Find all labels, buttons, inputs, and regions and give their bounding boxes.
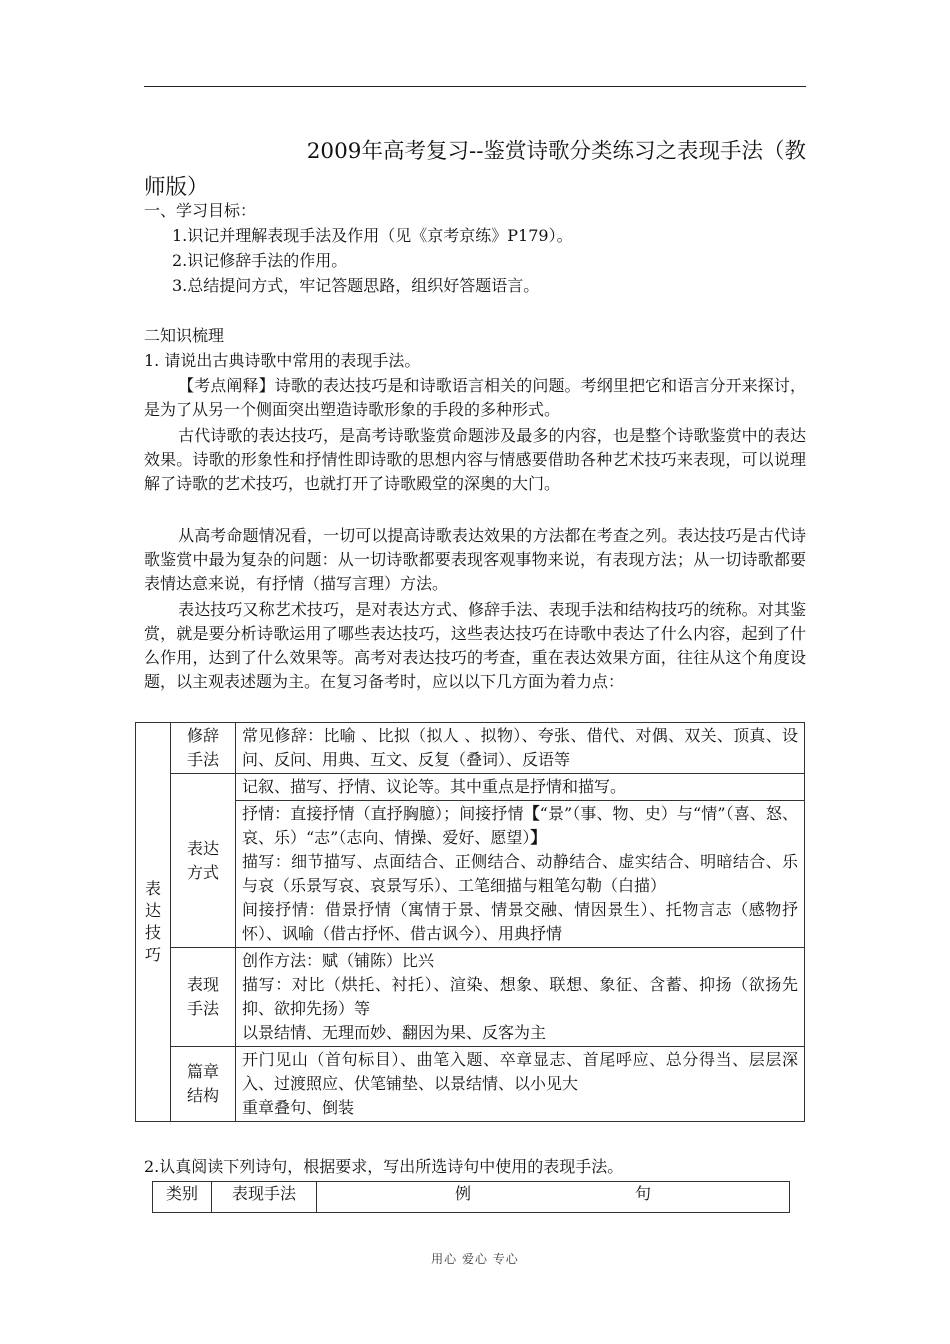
xiuci-content: 常见修辞：比喻 、比拟（拟人 、拟物）、夸张、借代、对偶、双关、顶真、设问、反问、用典、互文、反复（叠词）、反语等 xyxy=(242,726,798,769)
title-line-2: 师版） xyxy=(144,175,209,200)
paragraph-block-2 xyxy=(144,424,806,496)
biaoda-detail-cell xyxy=(236,801,805,948)
paragraph-4: 表达技巧又称艺术技巧，是对表达方式、修辞手法、表现手法和结构技巧的统称。对其鉴赏，就是要分析诗歌运用了哪些表达技巧，这些表达技巧在诗歌中表达了什么内容，起到了什么作用，达到了什么效果等。高考对表达技巧的考查，重在表达效果方面，往往从这个角度设题，以主观表述题为主。在复习备考时，应以以下几方面为着力点： xyxy=(144,600,806,691)
main-category-cell xyxy=(136,723,171,1122)
example-table-header xyxy=(153,1182,790,1213)
biaoda-summary: 记叙、描写、抒情、议论等。其中重点是抒情和描写。 xyxy=(242,777,627,796)
goal-item-1: 1.识记并理解表现手法及作用（见《京考京练》P179）。 xyxy=(172,226,573,245)
header-biaoxian: 表现手法 xyxy=(212,1182,317,1213)
header-example xyxy=(317,1182,790,1213)
biaoda-label: 表达方式 xyxy=(186,838,219,882)
jianjie-shuqing-text: 间接抒情：借景抒情（寓情于景、情景交融、情因景生）、托物言志（感物抒怀）、讽喻（借古抒怀、借古讽今）、用典抒情 xyxy=(242,900,798,943)
section-2-heading: 二知识梳理 xyxy=(144,326,225,345)
table-row-xiuci xyxy=(136,723,805,774)
paragraph-block-3 xyxy=(144,524,806,596)
biaoxian-content-cell xyxy=(236,948,805,1047)
paragraph-2: 古代诗歌的表达技巧，是高考诗歌鉴赏命题涉及最多的内容，也是整个诗歌鉴赏中的表达效果。诗歌的形象性和抒情性即诗歌的思想内容与情感要借助各种艺术技巧来表现，可以说理解了诗歌的艺术技巧，也就打开了诗歌殿堂的深奥的大门。 xyxy=(144,426,806,493)
bracket-open: 【 xyxy=(523,804,540,823)
main-category-label: 表达技巧 xyxy=(144,878,161,964)
biaoxian-line-1: 创作方法：赋（铺陈）比兴 xyxy=(242,951,435,970)
shuqing-mid: “景”（事、物、史）与“情”（喜、怒、哀、乐）“志”（志向、情操、爱好、愿望） xyxy=(242,804,798,847)
biaoda-summary-cell xyxy=(236,774,805,801)
page-footer: 用心 爱心 专心 xyxy=(431,1252,519,1266)
pianzhang-line-2: 重章叠句、倒装 xyxy=(242,1098,355,1117)
page-title xyxy=(144,134,806,206)
table-row-biaoxian xyxy=(136,948,805,1047)
miaoxie-text: 描写：细节描写、点面结合、正侧结合、动静结合、虚实结合、明暗结合、乐与哀（乐景写哀、哀景写乐）、工笔细描与粗笔勾勒（白描） xyxy=(242,852,798,895)
biaoxian-label: 表现手法 xyxy=(186,975,219,1018)
header-ju: 句 xyxy=(635,1184,652,1203)
section-1-heading: 一、学习目标： xyxy=(144,201,257,220)
biaoxian-line-3: 以景结情、无理而妙、翻因为果、反客为主 xyxy=(242,1023,547,1042)
shuqing-lead: 抒情：直接抒情（直抒胸臆）；间接抒情 xyxy=(242,804,524,823)
pianzhang-content-cell xyxy=(236,1047,805,1122)
pianzhang-label-cell xyxy=(171,1047,236,1122)
table-row-pianzhang xyxy=(136,1047,805,1122)
shuqing-text xyxy=(242,802,798,850)
xiuci-label: 修辞手法 xyxy=(186,726,219,769)
biaoxian-label-cell xyxy=(171,948,236,1047)
table-row-biaoda-detail xyxy=(136,801,805,948)
paragraph-kaodian xyxy=(144,374,806,422)
question-2: 2.认真阅读下列诗句，根据要求，写出所选诗句中使用的表现手法。 xyxy=(144,1157,624,1176)
paragraph-3: 从高考命题情况看，一切可以提高诗歌表达效果的方法都在考查之列。表达技巧是古代诗歌鉴赏中最为复杂的问题：从一切诗歌都要表现客观事物来说，有表现方法；从一切诗歌都要表情达意来说，有抒情（描写言理）方法。 xyxy=(144,526,806,593)
biaoxian-line-2: 描写：对比（烘托、衬托）、渲染、想象、联想、象征、含蓄、抑扬（欲扬先抑、欲抑先扬）等 xyxy=(242,975,798,1018)
goal-item-2: 2.识记修辞手法的作用。 xyxy=(172,251,348,270)
bracket-close: 】 xyxy=(530,828,547,847)
header-li: 例 xyxy=(455,1184,472,1203)
table-row-biaoda-summary xyxy=(136,774,805,801)
biaoda-label-cell xyxy=(171,774,236,948)
example-table xyxy=(152,1181,790,1213)
xiuci-content-cell xyxy=(236,723,805,774)
header-leibie: 类别 xyxy=(153,1182,212,1213)
techniques-table xyxy=(135,722,805,1122)
pianzhang-label: 篇章结构 xyxy=(186,1062,219,1105)
paragraph-1: 诗歌的表达技巧是和诗歌语言相关的问题。考纲里把它和语言分开来探讨，是为了从另一个侧面突出塑造诗歌形象的手段的多种形式。 xyxy=(144,376,806,419)
question-1: 1. 请说出古典诗歌中常用的表现手法。 xyxy=(144,351,421,370)
kaodian-label: 【考点阐释】 xyxy=(178,376,275,395)
header-rule xyxy=(144,86,806,87)
xiuci-label-cell xyxy=(171,723,236,774)
paragraph-block-4 xyxy=(144,598,806,694)
goal-item-3: 3.总结提问方式，牢记答题思路，组织好答题语言。 xyxy=(172,276,540,295)
title-line-1: 2009年高考复习--鉴赏诗歌分类练习之表现手法（教 xyxy=(306,139,806,164)
pianzhang-line-1: 开门见山（首句标目）、曲笔入题、卒章显志、首尾呼应、总分得当、层层深入、过渡照应、伏笔铺垫、以景结情、以小见大 xyxy=(242,1050,798,1093)
